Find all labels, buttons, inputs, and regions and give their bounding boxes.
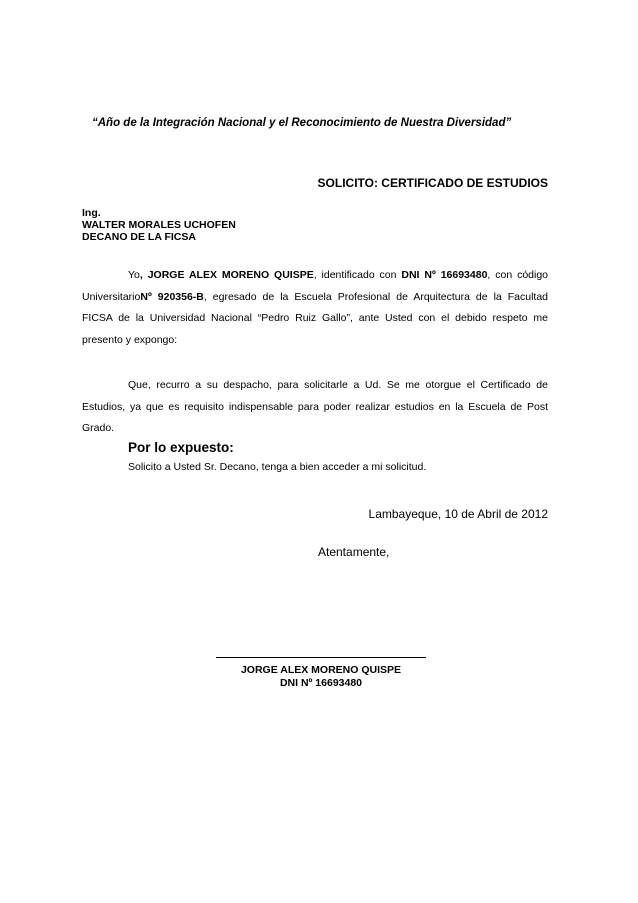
p1-code: Nº 920356-B — [140, 290, 204, 303]
p1-name: , JORGE ALEX MORENO QUISPE — [139, 269, 314, 281]
closing: Atentamente, — [318, 545, 390, 559]
expuesto-heading: Por lo expuesto: — [128, 440, 234, 455]
recipient-title: Ing. — [82, 207, 101, 219]
paragraph-request — [82, 375, 548, 440]
p1-dni: DNI Nº 16693480 — [401, 269, 488, 281]
recipient-name: WALTER MORALES UCHOFEN — [82, 219, 236, 231]
expuesto-body: Solicito a Usted Sr. Decano, tenga a bien acceder a mi solicitud. — [128, 461, 427, 473]
p1-identified: , identificado con — [313, 269, 402, 281]
signature-line — [216, 657, 426, 658]
signature-block — [216, 664, 426, 690]
year-motto: “Año de la Integración Nacional y el Reconocimiento de Nuestra Diversidad” — [92, 117, 512, 129]
recipient-position: DECANO DE LA FICSA — [82, 231, 196, 243]
subject-line: SOLICITO: CERTIFICADO DE ESTUDIOS — [317, 176, 548, 190]
p2-text: Que, recurro a su despacho, para solicitarle a Ud. Se me otorgue el Certificado de Estudios, ya que es requisito indispensable para poder realizar estudios en la Escuela de Post Grado. — [82, 379, 548, 434]
place-date: Lambayeque, 10 de Abril de 2012 — [368, 507, 548, 521]
p1-rest: , egresado de la Escuela Profesional de Arquitectura de la Facultad FICSA de la Universidad Nacional “Pedro Ruiz Gallo”, ante Usted con el debido respeto me presento y expongo: — [82, 290, 549, 346]
recipient-block — [82, 207, 382, 243]
p1-yo: Yo — [128, 269, 140, 281]
paragraph-identification — [82, 265, 548, 351]
signature-name: JORGE ALEX MORENO QUISPE — [240, 664, 402, 676]
signature-dni: DNI Nº 16693480 — [279, 677, 363, 689]
p1-code-label: , con código Universitario — [82, 269, 549, 303]
